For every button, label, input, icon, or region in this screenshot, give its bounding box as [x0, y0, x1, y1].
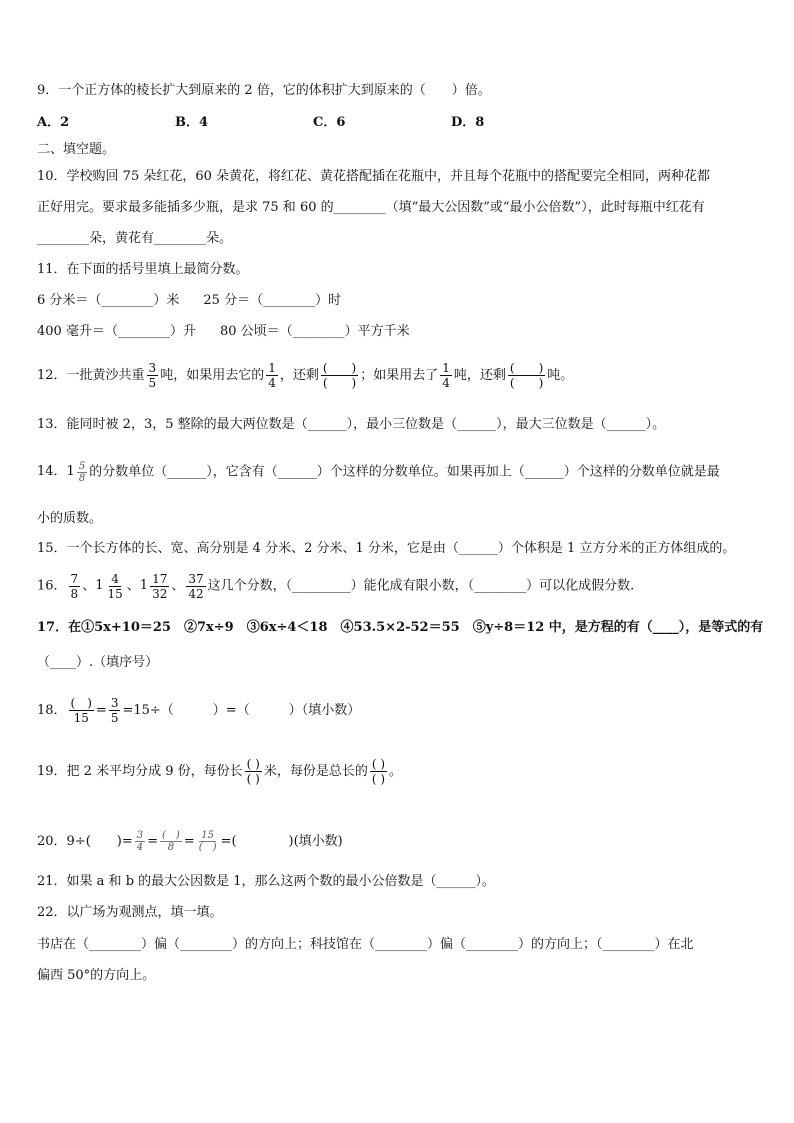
fraction-3-5 — [109, 696, 121, 725]
question-12-text-5: 吨，还剩 — [453, 368, 506, 383]
question-21: 21．如果 a 和 b 的最大公因数是 1，那么这两个数的最小公倍数是（______）。 — [37, 874, 496, 889]
question-12-text-6: 吨。 — [547, 368, 574, 383]
question-10-line2: 正好用完。要求最多能插多少瓶，是求 75 和 60 的________（填“最大公因数”或“最小公倍数”），此时每瓶中红花有 — [37, 200, 705, 215]
option-c: C．6 — [313, 115, 346, 130]
denominator: 4 — [136, 842, 144, 853]
separator: 、 — [126, 578, 140, 594]
question-11-a: 6 分米＝（________）米 — [37, 293, 180, 308]
question-18-text: =15÷（ ）=（ ）（填小数） — [122, 703, 361, 718]
question-9 — [37, 82, 764, 100]
mixed-integer: 1 — [95, 578, 104, 593]
fraction-5-8 — [77, 461, 87, 484]
question-13: 13．能同时被 2，3，5 整除的最大两位数是（______），最小三位数是（______），最大三位数是（______）。 — [37, 417, 666, 432]
numerator: 3 — [110, 696, 119, 710]
denominator: 4 — [442, 376, 450, 390]
mixed-integer: 1 — [139, 578, 149, 593]
question-14-number: 14． — [37, 464, 67, 479]
question-12-text-2: 吨，如果用去它的 — [160, 368, 265, 383]
question-22-line1: 书店在（________）偏（________）的方向上；科技馆在（________）偏（________）的方向上；（________）在北 — [37, 937, 694, 952]
question-15: 15．一个长方体的长、宽、高分别是 4 分米、2 分米、1 分米，它是由（______）个体积是 1 立方分米的正方体组成的。 — [37, 541, 736, 556]
question-19 — [37, 752, 764, 792]
numerator: ( ) — [322, 361, 357, 375]
section-heading: 二、填空题。 — [37, 142, 116, 157]
denominator: 8 — [70, 586, 79, 601]
blank-fraction — [245, 757, 262, 786]
numerator: ( ) — [509, 361, 544, 375]
denominator: 5 — [148, 376, 157, 390]
question-12-text-1: 12．一批黄沙共重 — [37, 368, 145, 383]
numerator: ( ) — [70, 696, 92, 710]
question-9-text: 9．一个正方体的棱长扩大到原来的 2 倍，它的体积扩大到原来的（ ）倍。 — [37, 83, 491, 98]
denominator: ( ) — [322, 376, 357, 390]
equals-sign: = — [95, 703, 107, 718]
denominator: 5 — [110, 711, 119, 725]
question-11-title: 11．在下面的括号里填上最简分数。 — [37, 262, 249, 277]
mixed-integer: 1 — [66, 464, 75, 479]
numerator: 3 — [148, 361, 157, 375]
equals-sign: = — [183, 834, 195, 849]
question-14-text: 的分数单位（______），它含有（______）个这样的分数单位。如果再加上（______）个这样的分数单位就是最 — [89, 464, 720, 480]
blank-fraction — [508, 361, 545, 390]
question-12 — [37, 356, 764, 396]
question-18-number: 18． — [37, 703, 67, 718]
denominator: ( ) — [198, 842, 217, 853]
blank-fraction-over-8 — [160, 830, 182, 853]
question-16-number: 16． — [37, 578, 67, 594]
fraction-4-15 — [105, 572, 124, 601]
numerator: 1 — [268, 361, 276, 375]
denominator: ( ) — [371, 772, 386, 786]
numerator: 7 — [70, 571, 79, 586]
question-22-line2: 偏西 50°的方向上。 — [37, 968, 156, 983]
question-9-options — [37, 114, 764, 132]
question-12-text-4: ；如果用去了 — [360, 368, 439, 383]
fraction-15-over-blank — [197, 830, 219, 853]
question-14-line2: 小的质数。 — [37, 511, 103, 526]
question-16-text: 这几个分数，（_________）能化成有限小数，（________）可以化成假分数. — [207, 578, 635, 594]
blank-fraction-over-15 — [69, 696, 94, 725]
numerator: 5 — [78, 460, 86, 472]
separator: 、 — [171, 578, 185, 594]
question-10-line1: 10．学校购回 75 朵红花，60 朵黄花，将红花、黄花搭配插在花瓶中，并且每个花瓶中的搭配要完全相同，两种花都 — [37, 169, 711, 184]
blank-fraction — [321, 361, 358, 390]
denominator: 15 — [73, 711, 89, 725]
question-22-title: 22．以广场为观测点，填一填。 — [37, 905, 223, 920]
question-18 — [37, 691, 764, 731]
question-20-text: =( )(填小数) — [220, 834, 343, 849]
question-14-line1 — [37, 452, 764, 493]
separator: 、 — [82, 578, 96, 594]
question-12-text-3: ，还剩 — [279, 368, 319, 383]
question-20 — [37, 822, 764, 862]
question-20-text-1: 20．9÷( )= — [37, 834, 133, 849]
denominator: 32 — [152, 586, 168, 601]
denominator: 42 — [188, 586, 204, 601]
numerator: 1 — [442, 361, 450, 375]
numerator: 17 — [152, 571, 168, 586]
question-19-text-2: 米，每份是总长的 — [263, 764, 368, 779]
question-11-b: 25 分＝（________）时 — [203, 293, 342, 308]
numerator: ( ) — [371, 757, 386, 771]
question-11-row1 — [37, 292, 764, 310]
question-19-text-3: 。 — [389, 764, 403, 779]
numerator: 37 — [188, 571, 204, 586]
denominator: 15 — [107, 586, 123, 601]
fraction-17-32 — [150, 572, 169, 601]
equals-sign: = — [147, 834, 159, 849]
denominator: ( ) — [246, 772, 260, 786]
numerator: ( ) — [162, 830, 180, 841]
question-11-row2 — [37, 323, 764, 341]
option-a: A．2 — [37, 115, 70, 130]
question-16 — [37, 566, 764, 607]
denominator: 8 — [78, 472, 86, 484]
denominator: ( ) — [509, 376, 544, 390]
fraction-3-4 — [135, 830, 145, 853]
fraction-3-5 — [147, 361, 159, 390]
blank-fraction — [370, 757, 387, 786]
denominator: 4 — [268, 376, 276, 390]
question-10-line3: ________朵，黄花有________朵。 — [37, 231, 233, 246]
numerator: 3 — [136, 830, 144, 841]
fraction-1-4 — [440, 361, 452, 390]
fraction-7-8 — [69, 572, 81, 601]
question-17-line2: （____）.（填序号） — [37, 655, 159, 670]
question-11-c: 400 毫升＝（________）升 — [37, 324, 196, 339]
numerator: 15 — [201, 830, 215, 841]
fraction-1-4 — [266, 361, 278, 390]
denominator: 8 — [167, 842, 175, 853]
question-17-line1: 17．在①5x+10＝25 ②7x÷9 ③6x÷4＜18 ④53.5×2-52＝55 ⑤y÷8＝12 中，是方程的有（____），是等式的有 — [37, 620, 764, 635]
option-b: B．4 — [175, 115, 209, 130]
question-11-d: 80 公顷＝（________）平方千米 — [219, 324, 410, 339]
numerator: 4 — [111, 571, 119, 586]
question-19-text-1: 19．把 2 米平均分成 9 份，每份长 — [37, 764, 243, 779]
fraction-37-42 — [186, 572, 205, 601]
option-d: D．8 — [451, 115, 485, 130]
numerator: ( ) — [246, 757, 260, 771]
